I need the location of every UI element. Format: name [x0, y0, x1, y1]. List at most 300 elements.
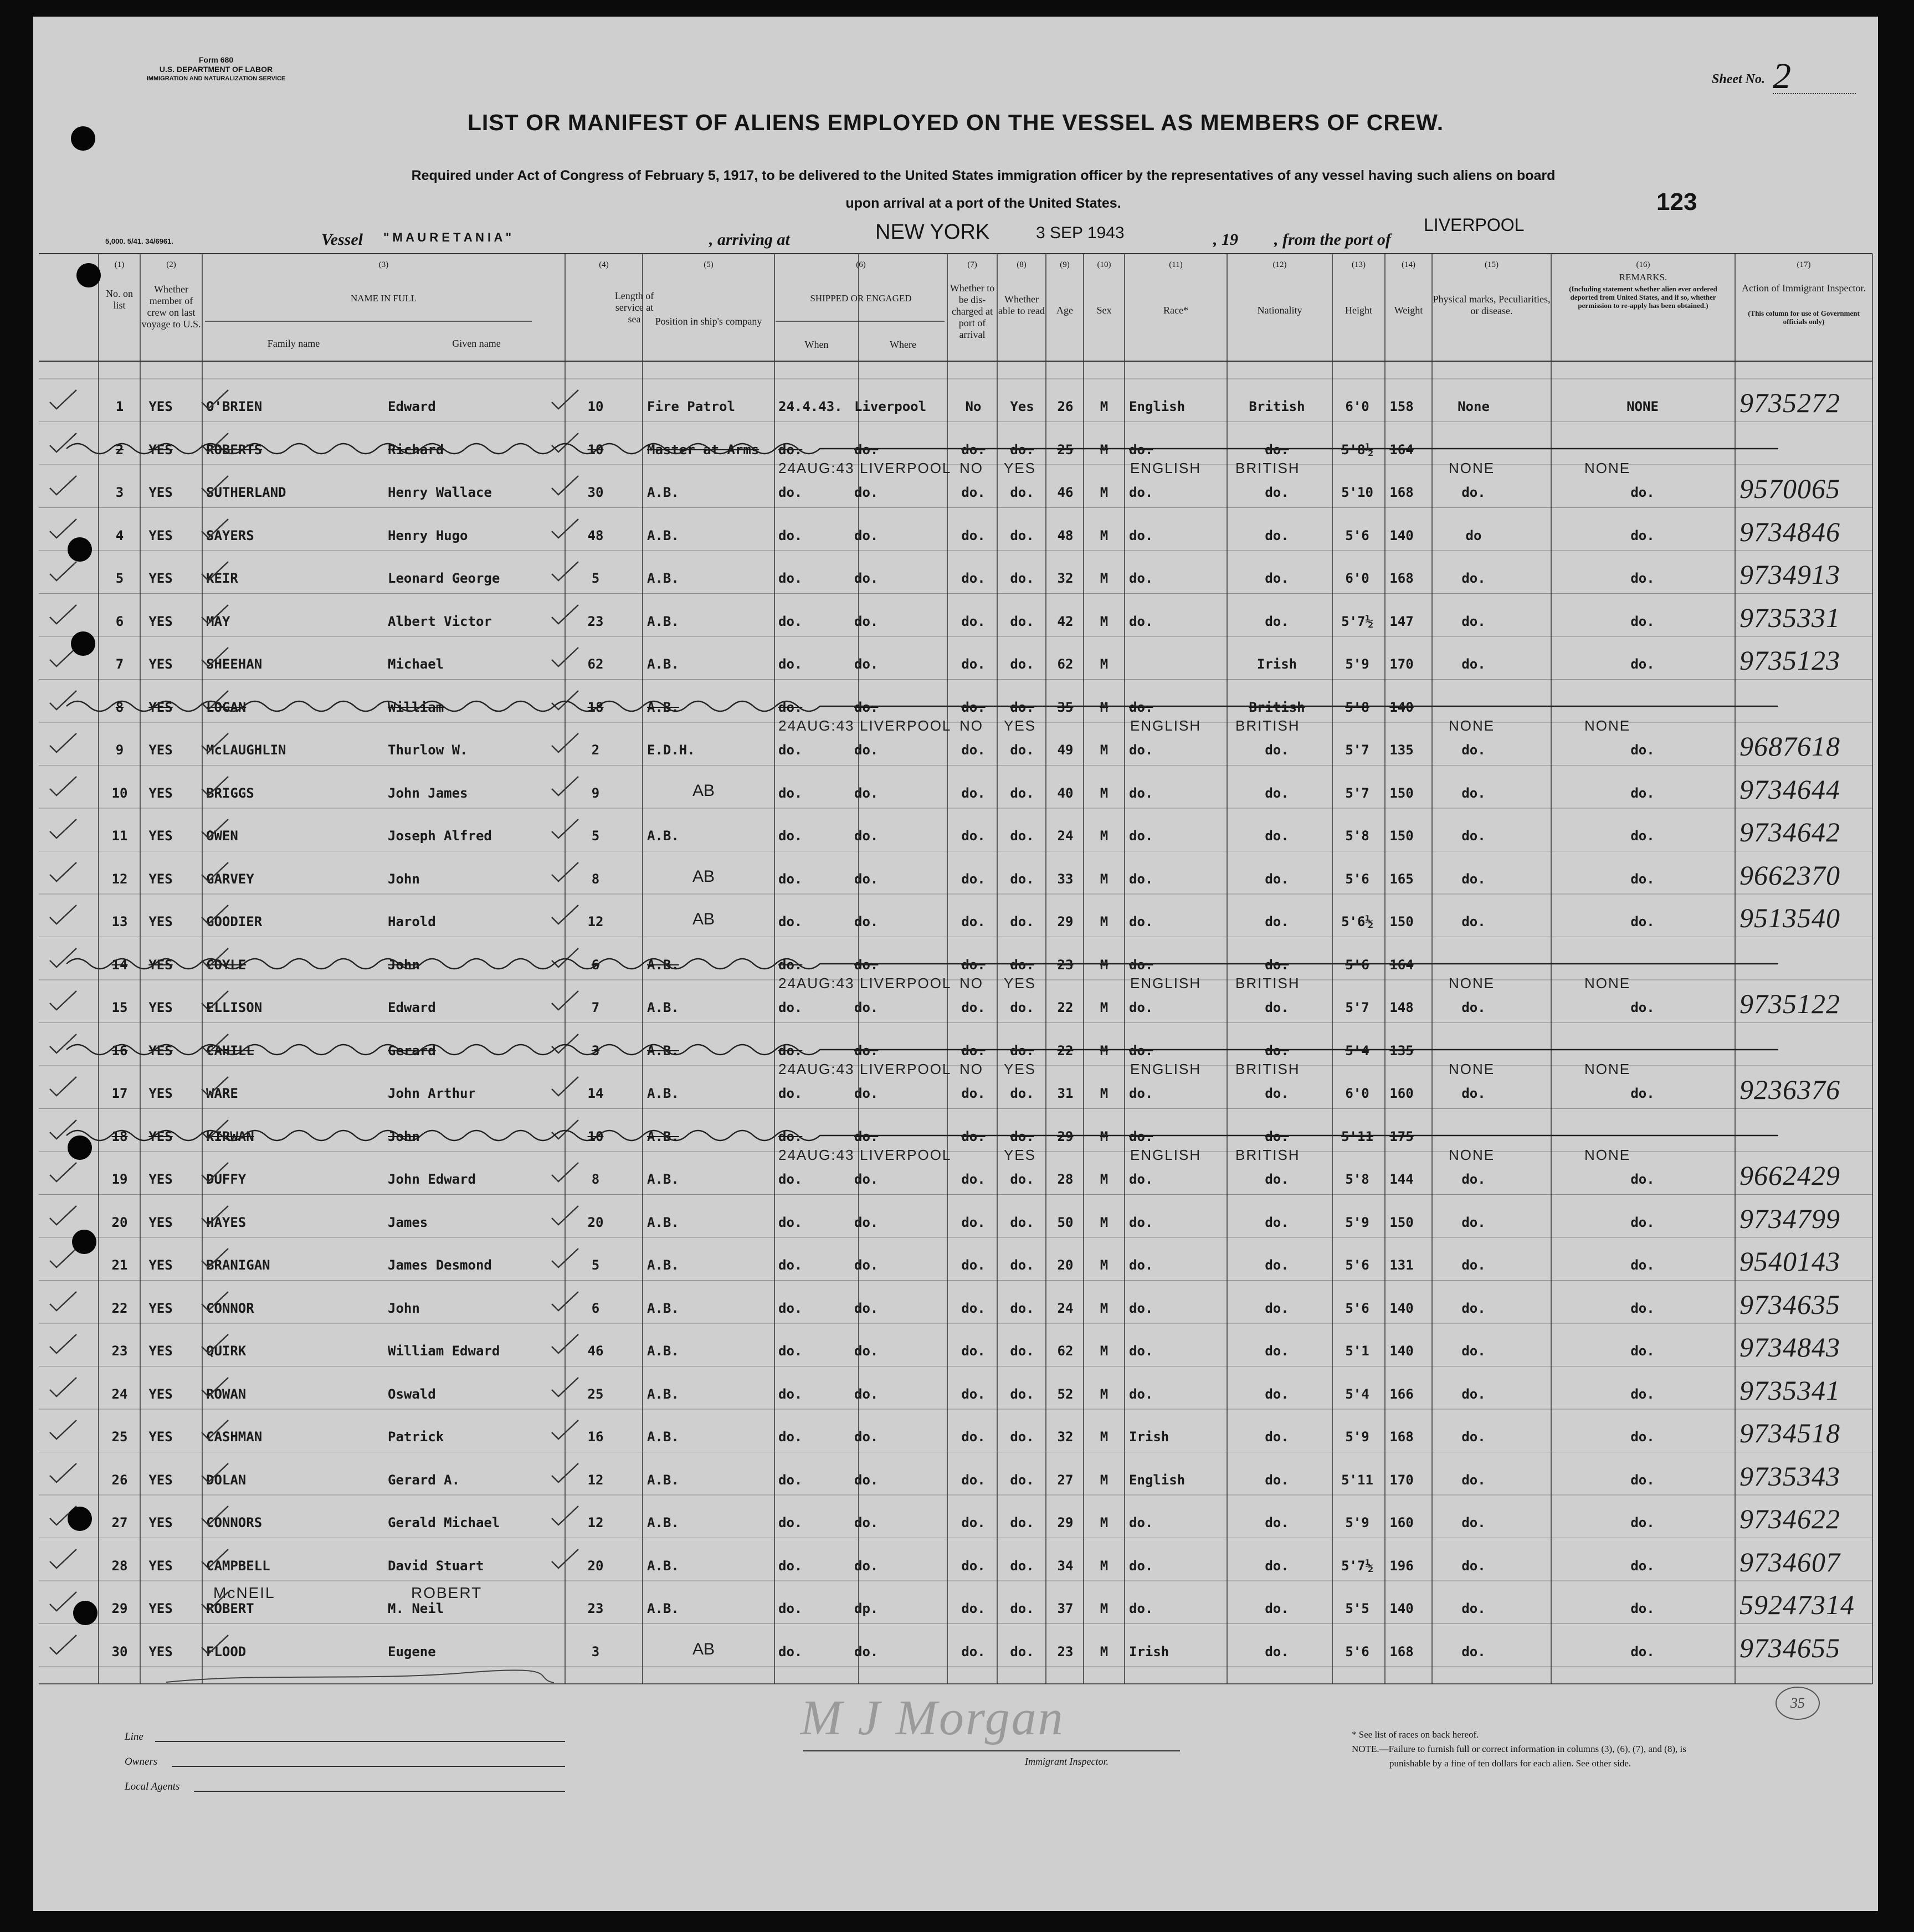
- cell-given: John: [388, 1300, 420, 1316]
- cell-service: 6: [591, 1300, 600, 1316]
- cell-family: WARE: [206, 1086, 238, 1101]
- strike-through-line: [33, 438, 1878, 460]
- inspector-action-number: 9735122: [1739, 988, 1840, 1019]
- cell-crew: YES: [148, 527, 173, 543]
- crew-check-mark: [198, 602, 232, 629]
- cell-marks: do.: [1461, 742, 1486, 758]
- inspector-action-number: 9570065: [1739, 473, 1840, 504]
- cell-remarks: do.: [1630, 1343, 1655, 1359]
- cell-family: SUTHERLAND: [206, 485, 286, 500]
- column-number: (14): [1402, 260, 1415, 269]
- cell-height: 5'6: [1345, 527, 1369, 543]
- cell-crew: YES: [148, 1429, 173, 1445]
- cell-when: do.: [778, 1300, 803, 1316]
- given-check-mark: [548, 602, 582, 629]
- cell-sex: M: [1100, 914, 1109, 929]
- cell-nationality: do.: [1265, 1300, 1289, 1316]
- cell-family: OWEN: [206, 828, 238, 844]
- inspector-action-number: 9734518: [1739, 1417, 1840, 1448]
- departure-port: LIVERPOOL: [1424, 215, 1525, 235]
- cell-remarks: do.: [1630, 1086, 1655, 1101]
- cell-crew: YES: [148, 1042, 173, 1059]
- given-check-mark: [548, 1159, 582, 1187]
- cell-nationality: do.: [1265, 613, 1289, 629]
- inspector-action-number: 59247314: [1739, 1589, 1855, 1620]
- cell-where: do.: [854, 1472, 879, 1488]
- cell-when: do.: [778, 1171, 803, 1187]
- cell-race: do.: [1129, 571, 1153, 586]
- cell-where: do.: [854, 957, 879, 973]
- column-number: (1): [114, 260, 125, 269]
- cell-weight: 150: [1389, 828, 1414, 844]
- cell-discharged: do.: [961, 656, 986, 672]
- crew-check-mark: [198, 1546, 232, 1574]
- cell-race: do.: [1129, 699, 1153, 715]
- cell-no: 22: [111, 1300, 128, 1316]
- cell-age: 29: [1057, 914, 1074, 929]
- header-remarks: REMARKS.: [1619, 272, 1667, 282]
- cell-age: 26: [1057, 399, 1074, 414]
- cell-read: do.: [1010, 957, 1034, 973]
- cell-read: do.: [1010, 527, 1034, 543]
- cell-discharged: do.: [961, 571, 986, 586]
- header-sex: Sex: [1096, 305, 1112, 316]
- cell-where: do.: [854, 828, 879, 844]
- cell-race: do.: [1129, 828, 1153, 844]
- cell-where: do.: [854, 485, 879, 500]
- cell-marks: do.: [1461, 1515, 1486, 1530]
- cell-marks: do.: [1461, 1601, 1486, 1616]
- cell-given: Edward: [388, 1000, 436, 1015]
- cell-nationality: do.: [1265, 1171, 1289, 1187]
- cell-position: A.B.: [647, 656, 679, 672]
- cell-service: 3: [591, 1643, 600, 1659]
- cell-position: A.B.: [647, 571, 679, 586]
- crew-check-mark: [198, 1632, 232, 1659]
- cell-position: AB: [692, 910, 715, 928]
- cell-nationality: do.: [1265, 1128, 1289, 1144]
- cell-given: Joseph Alfred: [388, 828, 492, 844]
- cell-height: 5'6: [1345, 1300, 1369, 1316]
- cell-remarks: do.: [1630, 914, 1655, 929]
- punch-hole: [68, 537, 92, 562]
- cell-marks: do.: [1461, 485, 1486, 500]
- cell-position: A.B.: [647, 1042, 679, 1059]
- inspector-action-number: 9734655: [1739, 1632, 1840, 1663]
- header-length-of-service: Length of service at sea: [614, 290, 654, 325]
- cell-when: do.: [778, 1000, 803, 1015]
- given-check-mark: [548, 988, 582, 1015]
- inspector-action-number: 9513540: [1739, 902, 1840, 933]
- cell-age: 62: [1057, 656, 1074, 672]
- column-number: (5): [704, 260, 714, 269]
- cell-no: 20: [111, 1214, 128, 1230]
- cell-remarks: do.: [1630, 1601, 1655, 1616]
- handwritten-marks: NONE: [1449, 1146, 1495, 1163]
- table-row: [33, 1374, 1878, 1430]
- cell-crew: YES: [148, 957, 173, 973]
- strike-through-line: [33, 1039, 1878, 1061]
- cell-weight: 168: [1389, 1429, 1414, 1445]
- cell-sex: M: [1100, 571, 1109, 586]
- handwritten-read: YES: [1004, 459, 1036, 476]
- cell-service: 30: [587, 485, 604, 500]
- cell-race: do.: [1129, 1214, 1153, 1230]
- given-check-mark: [548, 387, 582, 414]
- handwritten-read: YES: [1004, 1060, 1036, 1077]
- cell-position: A.B.: [647, 1128, 679, 1144]
- handwritten-discharged: NO: [959, 1060, 983, 1077]
- header-name-in-full: NAME IN FULL: [351, 293, 417, 304]
- cell-when: do.: [778, 1257, 803, 1273]
- cell-no: 27: [111, 1515, 128, 1530]
- handwritten-marks: NONE: [1449, 459, 1495, 476]
- cell-height: 5'8: [1345, 828, 1369, 844]
- cell-remarks: do.: [1630, 1214, 1655, 1230]
- cell-height: 5'6: [1345, 1257, 1369, 1273]
- cell-race: do.: [1129, 441, 1153, 458]
- handwritten-race: ENGLISH: [1130, 1146, 1202, 1163]
- cell-given: William Edward: [388, 1343, 500, 1359]
- cell-family: KEIR: [206, 571, 238, 586]
- cell-family: CONNORS: [206, 1515, 263, 1530]
- handwritten-marks: NONE: [1449, 974, 1495, 991]
- column-number: (12): [1272, 260, 1287, 269]
- cell-nationality: British: [1249, 399, 1305, 414]
- cell-read: do.: [1010, 1171, 1034, 1187]
- cell-age: 32: [1057, 1429, 1074, 1445]
- cell-when: do.: [778, 485, 803, 500]
- inspector-action-number: 9735341: [1739, 1374, 1840, 1406]
- cell-no: 16: [111, 1042, 128, 1059]
- cell-discharged: do.: [961, 527, 986, 543]
- cell-crew: YES: [148, 1257, 173, 1273]
- cell-when: do.: [778, 957, 803, 973]
- cell-age: 35: [1057, 699, 1074, 715]
- arrival-date: 3 SEP 1943: [1036, 224, 1125, 242]
- punch-hole: [72, 1230, 96, 1254]
- cell-age: 24: [1057, 1300, 1074, 1316]
- cell-service: 8: [591, 1171, 600, 1187]
- cell-crew: YES: [148, 571, 173, 586]
- crew-check-mark: [198, 644, 232, 672]
- cell-given: M. Neil: [388, 1601, 444, 1616]
- crew-check-mark: [198, 1159, 232, 1187]
- cell-family: ROWAN: [206, 1386, 247, 1402]
- cell-where: do.: [854, 571, 879, 586]
- cell-when: do.: [778, 1214, 803, 1230]
- cell-family: CASHMAN: [206, 1429, 263, 1445]
- cell-sex: M: [1100, 1214, 1109, 1230]
- handwritten-given-correction: ROBERT: [411, 1584, 483, 1601]
- handwritten-nationality: BRITISH: [1235, 1146, 1300, 1163]
- cell-age: 46: [1057, 485, 1074, 500]
- handwritten-when: 24AUG:43: [778, 717, 855, 734]
- given-check-mark: [548, 1203, 582, 1230]
- cell-height: 5'6½: [1341, 914, 1373, 929]
- cell-race: English: [1129, 1472, 1186, 1488]
- cell-sex: M: [1100, 1343, 1109, 1359]
- header-nationality: Nationality: [1257, 305, 1302, 316]
- cell-race: do.: [1129, 1601, 1153, 1616]
- cell-nationality: Irish: [1256, 656, 1297, 672]
- crew-check-mark: [198, 1460, 232, 1488]
- cell-discharged: do.: [961, 1343, 986, 1359]
- cell-age: 50: [1057, 1214, 1074, 1230]
- header-remarks-note: (Including statement whether alien ever ordered deported from United States, and if so, whether permission to re-apply has been obtained.): [1569, 285, 1717, 310]
- cell-given: Henry Hugo: [388, 527, 468, 543]
- cell-given: Michael: [388, 656, 444, 672]
- handwritten-discharged: NO: [959, 717, 983, 734]
- cell-service: 23: [587, 613, 604, 629]
- form-number: Form 680: [198, 55, 234, 64]
- handwritten-race: ENGLISH: [1130, 459, 1202, 476]
- handwritten-read: YES: [1004, 717, 1036, 734]
- cell-given: Richard: [388, 441, 444, 458]
- cell-given: Patrick: [388, 1429, 444, 1445]
- cell-no: 5: [115, 571, 124, 586]
- list-check-mark: [47, 859, 80, 887]
- cell-service: 3: [591, 1042, 600, 1059]
- table-row: [33, 700, 1878, 743]
- cell-age: 33: [1057, 871, 1074, 887]
- cell-position: A.B.: [647, 1000, 679, 1015]
- cell-nationality: do.: [1265, 1472, 1289, 1488]
- cell-height: 5'9: [1345, 656, 1369, 672]
- cell-crew: YES: [148, 485, 173, 500]
- crew-check-mark: [198, 1073, 232, 1101]
- cell-weight: 150: [1389, 785, 1414, 801]
- cell-position: A.B.: [647, 828, 679, 844]
- cell-position: A.B.: [647, 1300, 679, 1316]
- cell-height: 5'7: [1345, 785, 1369, 801]
- cell-no: 26: [111, 1472, 128, 1488]
- cell-weight: 168: [1389, 571, 1414, 586]
- cell-weight: 158: [1389, 399, 1414, 414]
- cell-given: John James: [388, 785, 468, 801]
- cell-read: do.: [1010, 1086, 1034, 1101]
- cell-where: do.: [854, 613, 879, 629]
- cell-crew: YES: [148, 1214, 173, 1230]
- cell-when: do.: [778, 656, 803, 672]
- cell-given: John Arthur: [388, 1086, 476, 1101]
- cell-position: AB: [692, 1640, 715, 1658]
- cell-service: 16: [587, 1429, 604, 1445]
- cell-race: English: [1129, 399, 1186, 414]
- cell-service: 6: [591, 957, 600, 973]
- cell-marks: do.: [1461, 871, 1486, 887]
- cell-remarks: do.: [1630, 1429, 1655, 1445]
- given-check-mark: [548, 902, 582, 929]
- local-agents-label: Local Agents: [125, 1781, 180, 1792]
- cell-nationality: do.: [1265, 527, 1289, 543]
- cell-crew: YES: [148, 871, 173, 887]
- cell-service: 48: [587, 527, 604, 543]
- cell-no: 19: [111, 1171, 128, 1187]
- table-row: [33, 1503, 1878, 1558]
- inspector-action-number: 9734644: [1739, 773, 1840, 805]
- cell-given: John: [388, 1128, 420, 1144]
- department-name: U.S. DEPARTMENT OF LABOR: [159, 65, 273, 74]
- header-physical-marks: Physical marks, Peculiarities, or disease.: [1433, 294, 1551, 316]
- cell-sex: M: [1100, 1086, 1109, 1101]
- cell-marks: do.: [1461, 1171, 1486, 1187]
- cell-given: Eugene: [388, 1643, 436, 1659]
- cell-crew: YES: [148, 828, 173, 844]
- cell-sex: M: [1100, 1000, 1109, 1015]
- inspector-action-number: 9687618: [1739, 731, 1840, 762]
- cell-height: 5'6: [1345, 957, 1369, 973]
- cell-discharged: do.: [961, 1000, 986, 1015]
- cell-nationality: do.: [1265, 1643, 1289, 1659]
- cell-read: do.: [1010, 871, 1034, 887]
- cell-position: Fire Patrol: [647, 399, 735, 414]
- cell-remarks: do.: [1630, 1643, 1655, 1659]
- cell-remarks: NONE: [1626, 399, 1659, 414]
- cell-height: 5'10: [1341, 485, 1373, 500]
- subtitle-line-1: Required under Act of Congress of February 5, 1917, to be delivered to the United States immigration officer by the representatives of any vessel having such aliens on board: [411, 168, 1556, 183]
- inspector-action-number: 9735272: [1739, 387, 1840, 418]
- inspector-action-number: 9734635: [1739, 1288, 1840, 1320]
- cell-crew: YES: [148, 1086, 173, 1101]
- cell-weight: 131: [1389, 1257, 1414, 1273]
- crew-check-mark: [198, 1331, 232, 1359]
- handwritten-where: LIVERPOOL: [860, 717, 952, 734]
- table-row: [33, 559, 1878, 614]
- column-number: (6): [856, 260, 866, 269]
- cell-remarks: do.: [1630, 785, 1655, 801]
- cell-race: do.: [1129, 527, 1153, 543]
- cell-given: James: [388, 1214, 428, 1230]
- cell-race: do.: [1129, 914, 1153, 929]
- handwritten-nationality: BRITISH: [1235, 717, 1300, 734]
- cell-weight: 160: [1389, 1086, 1414, 1101]
- cell-service: 62: [587, 656, 604, 672]
- cell-sex: M: [1100, 1472, 1109, 1488]
- table-row: [33, 816, 1878, 871]
- cell-no: 9: [115, 742, 124, 758]
- cell-race: do.: [1129, 1128, 1153, 1144]
- cell-discharged: do.: [961, 1472, 986, 1488]
- cell-when: do.: [778, 571, 803, 586]
- cell-remarks: do.: [1630, 1257, 1655, 1273]
- table-row: [33, 1129, 1878, 1172]
- inspector-action-number: 9734799: [1739, 1203, 1840, 1234]
- cell-family: CONNOR: [206, 1300, 254, 1316]
- sheet-number-line: [1773, 93, 1856, 94]
- cell-discharged: do.: [961, 785, 986, 801]
- cell-discharged: do.: [961, 1601, 986, 1616]
- strike-through-line: [33, 1124, 1878, 1147]
- signature-line: [803, 1750, 1180, 1751]
- cell-sex: M: [1100, 399, 1109, 414]
- cell-family: GOODIER: [206, 914, 263, 929]
- cell-service: 9: [591, 785, 600, 801]
- given-check-mark: [548, 644, 582, 672]
- table-row: [33, 731, 1878, 785]
- sheet-number-label: Sheet No.: [1712, 72, 1765, 86]
- vessel-label: Vessel: [321, 230, 363, 249]
- header-action-note: (This column for use of Government officials only): [1748, 309, 1860, 326]
- inspector-label: Immigrant Inspector.: [1025, 1756, 1109, 1767]
- cell-service: 7: [591, 1000, 600, 1015]
- cell-no: 3: [115, 485, 124, 500]
- cell-nationality: do.: [1265, 571, 1289, 586]
- cell-remarks: do.: [1630, 1386, 1655, 1402]
- cell-family: O'BRIEN: [206, 399, 263, 414]
- cell-nationality: do.: [1265, 914, 1289, 929]
- cell-where: do.: [854, 527, 879, 543]
- cell-read: do.: [1010, 656, 1034, 672]
- cell-read: do.: [1010, 1000, 1034, 1015]
- cell-height: 5'1: [1345, 1343, 1369, 1359]
- cell-crew: YES: [148, 1300, 173, 1316]
- cell-weight: 140: [1389, 1601, 1414, 1616]
- cell-height: 5'8½: [1341, 441, 1373, 458]
- cell-when: do.: [778, 441, 803, 458]
- cell-where: do.: [854, 1643, 879, 1659]
- handwritten-remarks: NONE: [1584, 717, 1631, 734]
- cell-marks: do.: [1461, 1643, 1486, 1659]
- column-number: (15): [1485, 260, 1499, 269]
- header-shipped-engaged: SHIPPED OR ENGAGED: [810, 293, 912, 304]
- cell-nationality: do.: [1265, 785, 1289, 801]
- cell-sex: M: [1100, 613, 1109, 629]
- handwritten-race: ENGLISH: [1130, 717, 1202, 734]
- table-row: [33, 516, 1878, 571]
- cell-height: 5'8: [1345, 699, 1369, 715]
- cell-sex: M: [1100, 1601, 1109, 1616]
- vessel-line: [321, 217, 1695, 250]
- cell-race: do.: [1129, 785, 1153, 801]
- handwritten-discharged: NO: [959, 459, 983, 476]
- crew-check-mark: [198, 1589, 232, 1616]
- cell-crew: YES: [148, 656, 173, 672]
- handwritten-remarks: NONE: [1584, 1060, 1631, 1077]
- cell-race: do.: [1129, 742, 1153, 758]
- cell-height: 5'4: [1345, 1042, 1369, 1059]
- table-row: [33, 957, 1878, 1000]
- cell-weight: 147: [1389, 613, 1414, 629]
- manifest-sheet: [33, 17, 1878, 1911]
- cell-nationality: do.: [1265, 1386, 1289, 1402]
- crew-check-mark: [198, 1203, 232, 1230]
- cell-crew: YES: [148, 1601, 173, 1616]
- cell-age: 34: [1057, 1558, 1074, 1574]
- cell-no: 23: [111, 1343, 128, 1359]
- form-identifier: [133, 55, 299, 84]
- cell-service: 8: [591, 871, 600, 887]
- cell-position: Master at Arms: [647, 441, 760, 458]
- cell-race: do.: [1129, 1000, 1153, 1015]
- list-check-mark: [47, 1546, 80, 1574]
- cell-race: do.: [1129, 1086, 1153, 1101]
- cell-where: do.: [854, 441, 879, 458]
- cell-service: 18: [587, 699, 604, 715]
- given-check-mark: [548, 1245, 582, 1273]
- list-check-mark: [47, 1331, 80, 1359]
- cell-discharged: do.: [961, 1429, 986, 1445]
- cell-nationality: do.: [1265, 485, 1289, 500]
- cell-remarks: do.: [1630, 1300, 1655, 1316]
- cell-nationality: do.: [1265, 1429, 1289, 1445]
- cell-when: do.: [778, 527, 803, 543]
- crew-check-mark: [198, 773, 232, 801]
- cell-crew: YES: [148, 1472, 173, 1488]
- cell-sex: M: [1100, 1128, 1109, 1144]
- cell-service: 20: [587, 1558, 604, 1574]
- cell-given: John Edward: [388, 1171, 476, 1187]
